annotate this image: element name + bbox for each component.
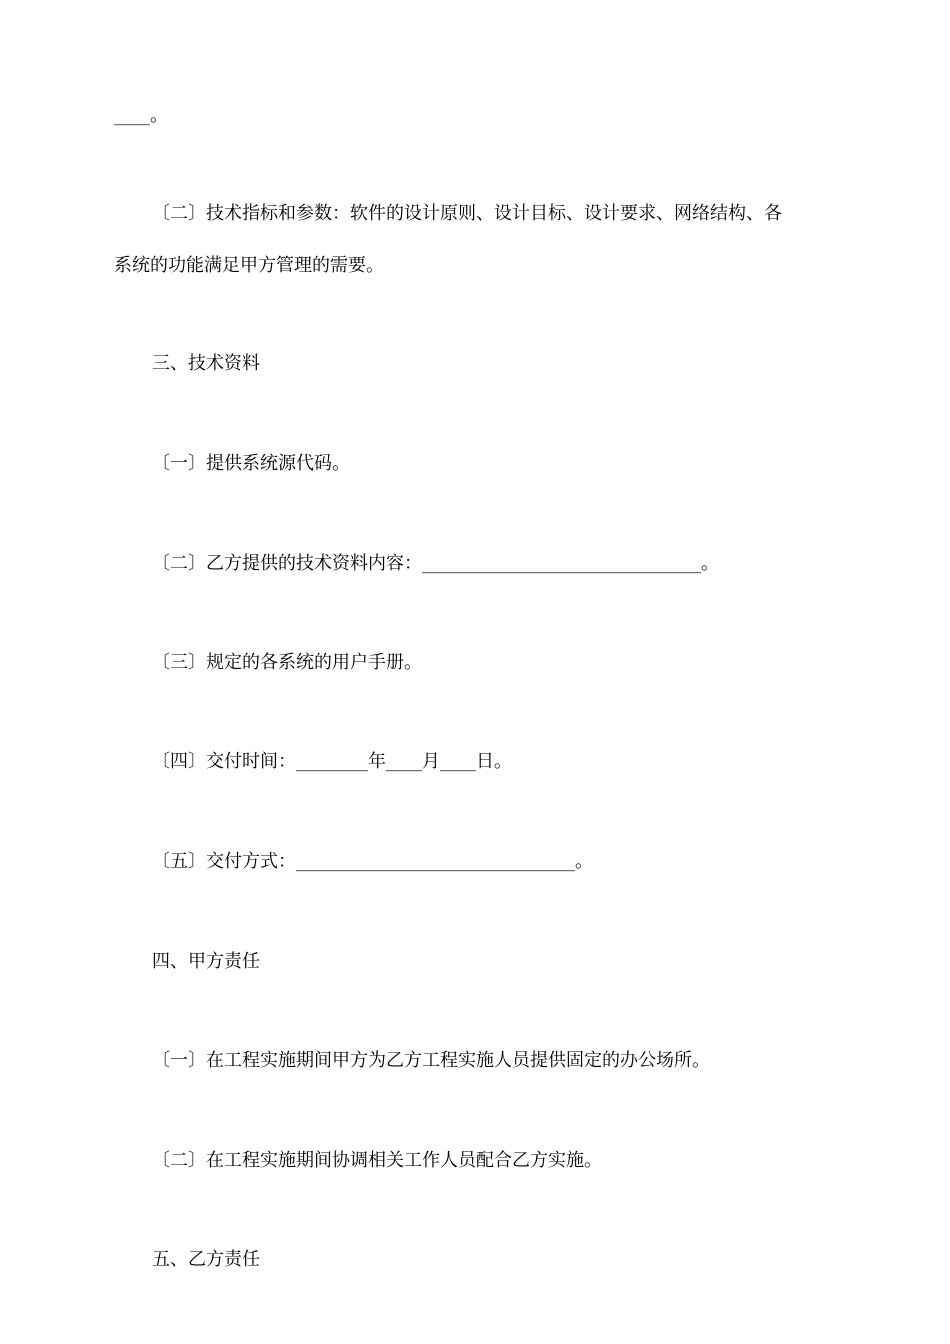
- clause-materials-content: 〔二〕乙方提供的技术资料内容：_______________________________。: [152, 553, 719, 574]
- clause-coordination: 〔二〕在工程实施期间协调相关工作人员配合乙方实施。: [152, 1150, 602, 1171]
- section-heading-party-a: 四、甲方责任: [152, 951, 260, 972]
- clause-delivery-time: 〔四〕交付时间：________年____月____日。: [152, 751, 512, 772]
- clause-technical-specs: 〔二〕技术指标和参数：软件的设计原则、设计目标、设计要求、网络结构、各: [152, 203, 782, 224]
- clause-source-code: 〔一〕提供系统源代码。: [152, 453, 350, 474]
- clause-technical-specs-continued: 系统的功能满足甲方管理的需要。: [114, 255, 384, 276]
- clause-office-space: 〔一〕在工程实施期间甲方为乙方工程实施人员提供固定的办公场所。: [152, 1050, 710, 1071]
- section-heading-party-b: 五、乙方责任: [152, 1249, 260, 1270]
- clause-delivery-method: 〔五〕交付方式：_______________________________。: [152, 851, 593, 872]
- clause-user-manual: 〔三〕规定的各系统的用户手册。: [152, 652, 422, 673]
- section-heading-technical-materials: 三、技术资料: [152, 353, 260, 374]
- continuation-blank-line: ____。: [114, 105, 168, 126]
